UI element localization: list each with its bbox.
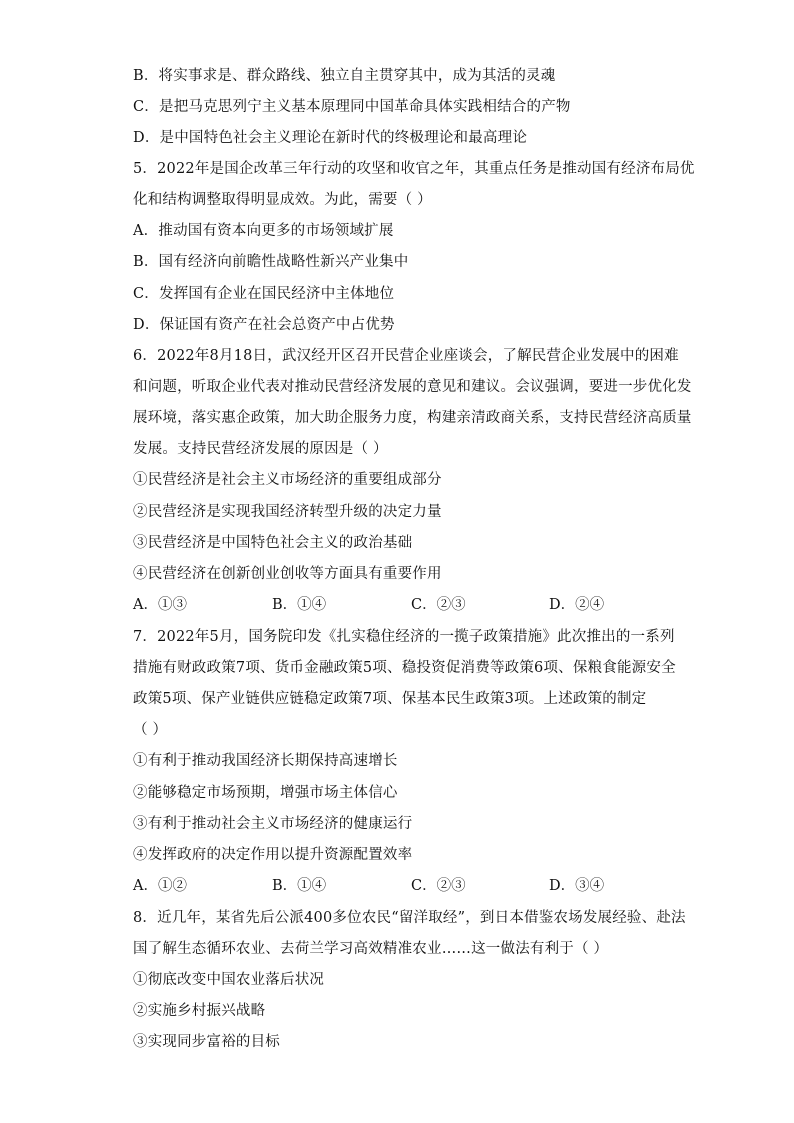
q5-option-a: A．推动国有资本向更多的市场领域扩展 <box>133 223 394 239</box>
q4-option-d: D．是中国特色社会主义理论在新时代的终极理论和最高理论 <box>133 130 528 146</box>
q6-statement-4: ④民营经济在创新创业创收等方面具有重要作用 <box>133 566 442 582</box>
q8-statement-3: ③实现同步富裕的目标 <box>133 1034 280 1050</box>
q7-choices <box>133 876 663 896</box>
q6-choice-d: D．②④ <box>549 597 605 613</box>
q6-statement-3: ③民营经济是中国特色社会主义的政治基础 <box>133 535 413 551</box>
q5-option-c: C．发挥国有企业在国民经济中主体地位 <box>133 286 395 302</box>
q6-statement-1: ①民营经济是社会主义市场经济的重要组成部分 <box>133 472 442 488</box>
q7-statement-4: ④发挥政府的决定作用以提升资源配置效率 <box>133 847 413 863</box>
q7-stem-line-1: 7．2022年5月，国务院印发《扎实稳住经济的一揽子政策措施》此次推出的一系列 <box>133 629 675 645</box>
q5-option-b: B．国有经济向前瞻性战略性新兴产业集中 <box>133 254 409 270</box>
q7-statement-3: ③有利于推动社会主义市场经济的健康运行 <box>133 816 413 832</box>
q5-option-d: D．保证国有资产在社会总资产中占优势 <box>133 317 395 333</box>
q8-statement-1: ①彻底改变中国农业落后状况 <box>133 972 325 988</box>
q6-choice-a: A．①③ <box>133 597 187 613</box>
q6-statement-2: ②民营经济是实现我国经济转型升级的决定力量 <box>133 504 442 520</box>
q7-choice-b: B．①④ <box>272 878 327 894</box>
q7-stem-line-2: 措施有财政政策7项、货币金融政策5项、稳投资促消费等政策6项、保粮食能源安全 <box>133 660 676 676</box>
q6-stem-line-1: 6．2022年8月18日，武汉经开区召开民营企业座谈会，了解民营企业发展中的困难 <box>133 348 679 364</box>
q7-statement-1: ①有利于推动我国经济长期保持高速增长 <box>133 753 398 769</box>
q6-stem-line-2: 和问题，听取企业代表对推动民营经济发展的意见和建议。会议强调，要进一步优化发 <box>133 379 692 395</box>
q7-choice-c: C．②③ <box>411 878 466 894</box>
q8-statement-2: ②实施乡村振兴战略 <box>133 1003 266 1019</box>
q6-choices <box>133 595 663 615</box>
q7-statement-2: ②能够稳定市场预期，增强市场主体信心 <box>133 785 398 801</box>
q4-option-b: B．将实事求是、群众路线、独立自主贯穿其中，成为其活的灵魂 <box>133 68 556 84</box>
q6-stem-line-4: 发展。支持民营经济发展的原因是（ ） <box>133 441 388 457</box>
q7-choice-d: D．③④ <box>549 878 605 894</box>
q8-stem-line-2: 国了解生态循环农业、去荷兰学习高效精准农业……这一做法有利于（ ） <box>133 941 609 957</box>
q7-stem-line-3: 政策5项、保产业链供应链稳定政策7项、保基本民生政策3项。上述政策的制定 <box>133 691 647 707</box>
q6-choice-c: C．②③ <box>411 597 466 613</box>
q7-stem-line-4: （ ） <box>133 722 168 738</box>
q5-stem-line-1: 5．2022年是国企改革三年行动的攻坚和收官之年，其重点任务是推动国有经济布局优 <box>133 161 695 177</box>
q5-stem-line-2: 化和结构调整取得明显成效。为此，需要（ ） <box>133 192 432 208</box>
q6-choice-b: B．①④ <box>272 597 327 613</box>
q6-stem-line-3: 展环境，落实惠企政策，加大助企服务力度，构建亲清政商关系，支持民营经济高质量 <box>133 410 692 426</box>
q4-option-c: C．是把马克思列宁主义基本原理同中国革命具体实践相结合的产物 <box>133 99 571 115</box>
q7-choice-a: A．①② <box>133 878 187 894</box>
q8-stem-line-1: 8．近几年，某省先后公派400多位农民“留洋取经”，到日本借鉴农场发展经验、赴法 <box>133 910 686 926</box>
